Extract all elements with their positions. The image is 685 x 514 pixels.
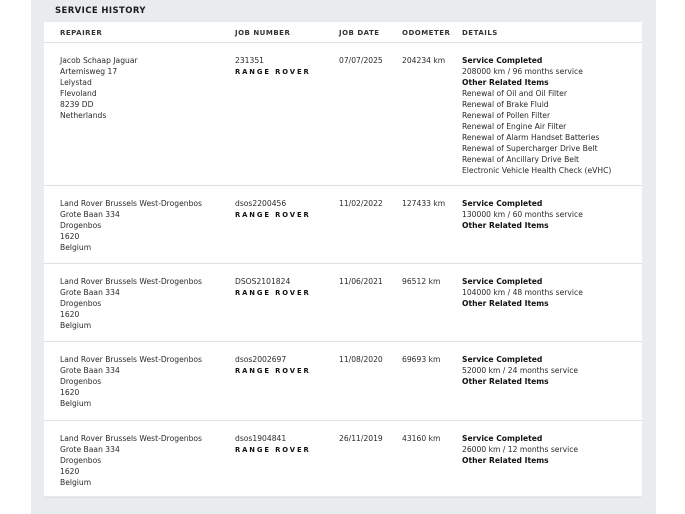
related-items-label: Other Related Items bbox=[462, 221, 549, 230]
job-number: dsos2002697 bbox=[235, 355, 287, 364]
repairer-line: Netherlands bbox=[60, 111, 107, 120]
service-interval: 208000 km / 96 months service bbox=[462, 67, 583, 76]
job-date: 07/07/2025 bbox=[339, 56, 383, 65]
job-number-cell bbox=[235, 354, 335, 377]
repairer-line: Grote Baan 334 bbox=[60, 366, 120, 375]
related-item: Electronic Vehicle Health Check (eVHC) bbox=[462, 166, 612, 175]
job-number-cell bbox=[235, 55, 335, 78]
repairer-line: 1620 bbox=[60, 388, 80, 397]
range-rover-logo: RANGE ROVER bbox=[235, 289, 311, 297]
repairer-cell bbox=[60, 354, 230, 409]
odometer-reading: 96512 km bbox=[402, 277, 441, 286]
repairer-line: Belgium bbox=[60, 478, 92, 487]
job-number-cell bbox=[235, 198, 335, 221]
repairer-line: Drogenbos bbox=[60, 221, 102, 230]
repairer-line: Belgium bbox=[60, 321, 92, 330]
related-item: Renewal of Ancillary Drive Belt bbox=[462, 155, 580, 164]
job-date: 26/11/2019 bbox=[339, 434, 383, 443]
job-number: DSOS2101824 bbox=[235, 277, 291, 286]
repairer-cell bbox=[60, 55, 230, 121]
repairer-line: Grote Baan 334 bbox=[60, 445, 120, 454]
service-interval: 26000 km / 12 months service bbox=[462, 445, 579, 454]
related-item: Renewal of Alarm Handset Batteries bbox=[462, 133, 600, 142]
service-history-table bbox=[44, 22, 642, 496]
job-number: 231351 bbox=[235, 56, 264, 65]
repairer-line: Drogenbos bbox=[60, 299, 102, 308]
repairer-cell bbox=[60, 276, 230, 331]
repairer-line: Drogenbos bbox=[60, 377, 102, 386]
repairer-line: Belgium bbox=[60, 399, 92, 408]
details-cell bbox=[462, 198, 637, 231]
job-number-cell bbox=[235, 433, 335, 456]
repairer-cell bbox=[60, 198, 230, 253]
repairer-line: Grote Baan 334 bbox=[60, 210, 120, 219]
job-number: dsos1904841 bbox=[235, 434, 287, 443]
details-cell bbox=[462, 433, 637, 466]
repairer-line: Drogenbos bbox=[60, 456, 102, 465]
repairer-line: Flevoland bbox=[60, 89, 97, 98]
odometer-reading: 204234 km bbox=[402, 56, 446, 65]
odometer-reading: 69693 km bbox=[402, 355, 441, 364]
related-item: Renewal of Oil and Oil Filter bbox=[462, 89, 567, 98]
repairer-line: 1620 bbox=[60, 310, 80, 319]
service-status: Service Completed bbox=[462, 355, 543, 364]
details-cell bbox=[462, 55, 637, 176]
service-interval: 104000 km / 48 months service bbox=[462, 288, 583, 297]
section-title: SERVICE HISTORY bbox=[55, 6, 146, 16]
header-details: DETAILS bbox=[462, 29, 498, 37]
service-status: Service Completed bbox=[462, 199, 543, 208]
range-rover-logo: RANGE ROVER bbox=[235, 446, 311, 454]
repairer-line: Belgium bbox=[60, 243, 92, 252]
header-odometer: ODOMETER bbox=[402, 29, 451, 37]
service-status: Service Completed bbox=[462, 56, 543, 65]
related-items-label: Other Related Items bbox=[462, 377, 549, 386]
repairer-line: Jacob Schaap Jaguar bbox=[60, 56, 138, 65]
related-items-label: Other Related Items bbox=[462, 78, 549, 87]
repairer-line: 1620 bbox=[60, 467, 80, 476]
related-item: Renewal of Engine Air Filter bbox=[462, 122, 567, 131]
table-row bbox=[44, 264, 642, 342]
related-item: Renewal of Supercharger Drive Belt bbox=[462, 144, 598, 153]
related-item: Renewal of Pollen Filter bbox=[462, 111, 551, 120]
job-number: dsos2200456 bbox=[235, 199, 287, 208]
related-items-label: Other Related Items bbox=[462, 299, 549, 308]
service-status: Service Completed bbox=[462, 277, 543, 286]
job-date: 11/02/2022 bbox=[339, 199, 383, 208]
table-row bbox=[44, 342, 642, 421]
job-number-cell bbox=[235, 276, 335, 299]
job-date: 11/08/2020 bbox=[339, 355, 383, 364]
header-repairer: REPAIRER bbox=[60, 29, 103, 37]
table-header bbox=[44, 22, 642, 43]
related-items-label: Other Related Items bbox=[462, 456, 549, 465]
repairer-line: 8239 DD bbox=[60, 100, 94, 109]
table-row bbox=[44, 43, 642, 186]
repairer-line: Grote Baan 334 bbox=[60, 288, 120, 297]
repairer-cell bbox=[60, 433, 230, 488]
odometer-reading: 127433 km bbox=[402, 199, 446, 208]
range-rover-logo: RANGE ROVER bbox=[235, 211, 311, 219]
job-date: 11/06/2021 bbox=[339, 277, 383, 286]
related-item: Renewal of Brake Fluid bbox=[462, 100, 549, 109]
odometer-reading: 43160 km bbox=[402, 434, 441, 443]
repairer-line: Land Rover Brussels West-Drogenbos bbox=[60, 355, 203, 364]
header-job-date: JOB DATE bbox=[339, 29, 380, 37]
service-interval: 52000 km / 24 months service bbox=[462, 366, 579, 375]
repairer-line: Artemisweg 17 bbox=[60, 67, 118, 76]
details-cell bbox=[462, 354, 637, 387]
details-cell bbox=[462, 276, 637, 309]
table-row bbox=[44, 421, 642, 498]
table-body bbox=[44, 43, 642, 498]
repairer-line: Land Rover Brussels West-Drogenbos bbox=[60, 434, 203, 443]
repairer-line: Land Rover Brussels West-Drogenbos bbox=[60, 199, 203, 208]
range-rover-logo: RANGE ROVER bbox=[235, 367, 311, 375]
table-row bbox=[44, 186, 642, 264]
service-status: Service Completed bbox=[462, 434, 543, 443]
repairer-line: 1620 bbox=[60, 232, 80, 241]
repairer-line: Lelystad bbox=[60, 78, 92, 87]
header-job-number: JOB NUMBER bbox=[235, 29, 291, 37]
service-interval: 130000 km / 60 months service bbox=[462, 210, 583, 219]
repairer-line: Land Rover Brussels West-Drogenbos bbox=[60, 277, 203, 286]
range-rover-logo: RANGE ROVER bbox=[235, 68, 311, 76]
